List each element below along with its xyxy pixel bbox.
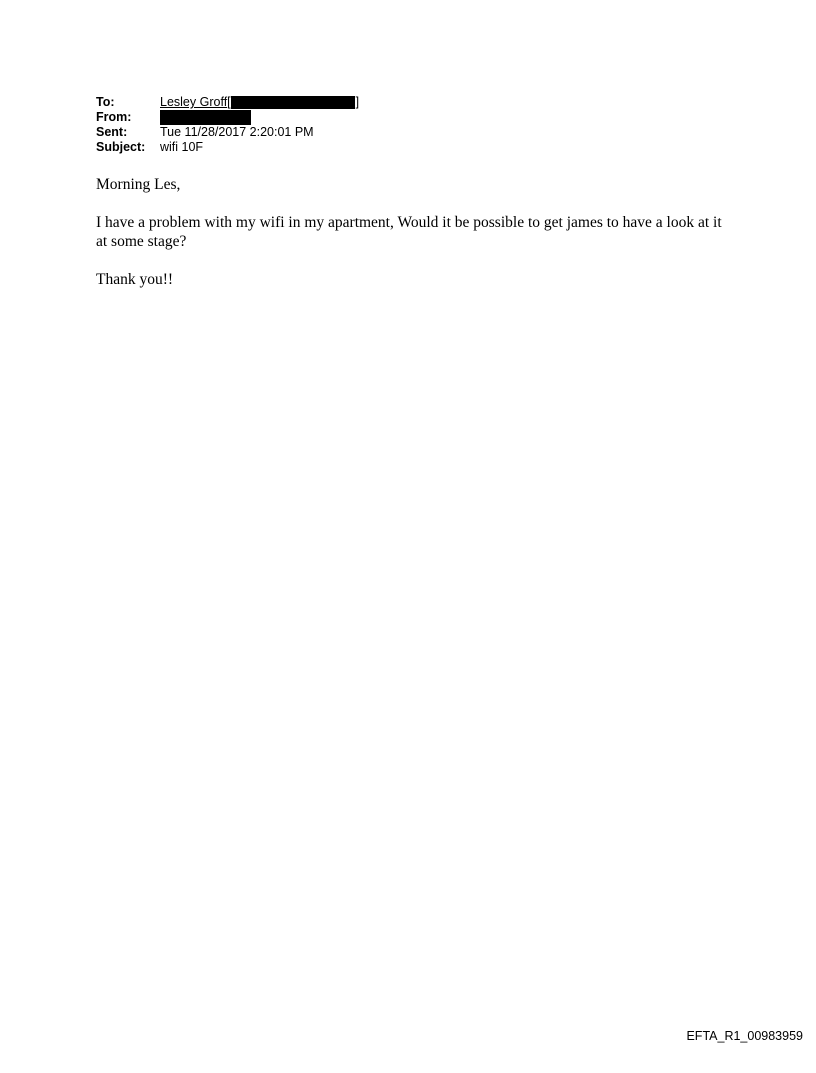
sent-value: Tue 11/28/2017 2:20:01 PM [160, 125, 314, 139]
document-id: EFTA_R1_00983959 [686, 1029, 803, 1043]
to-close-bracket: ] [355, 95, 360, 109]
to-value [160, 95, 359, 110]
from-label: From: [96, 110, 132, 124]
redaction-box [160, 110, 251, 125]
from-value [160, 110, 251, 125]
to-recipient-name: Lesley Groff [160, 95, 228, 109]
sent-label: Sent: [96, 125, 128, 139]
to-open-bracket: [ [227, 95, 231, 109]
subject-label: Subject: [96, 140, 146, 154]
email-body [96, 175, 736, 308]
subject-value: wifi 10F [160, 140, 204, 154]
redaction-box [231, 96, 355, 109]
greeting: Morning Les, [96, 176, 181, 193]
closing: Thank you!! [96, 271, 174, 288]
to-label: To: [96, 95, 115, 109]
body-paragraph: I have a problem with my wifi in my apartment, Would it be possible to get james to have a look at it at some stage? [96, 214, 722, 250]
